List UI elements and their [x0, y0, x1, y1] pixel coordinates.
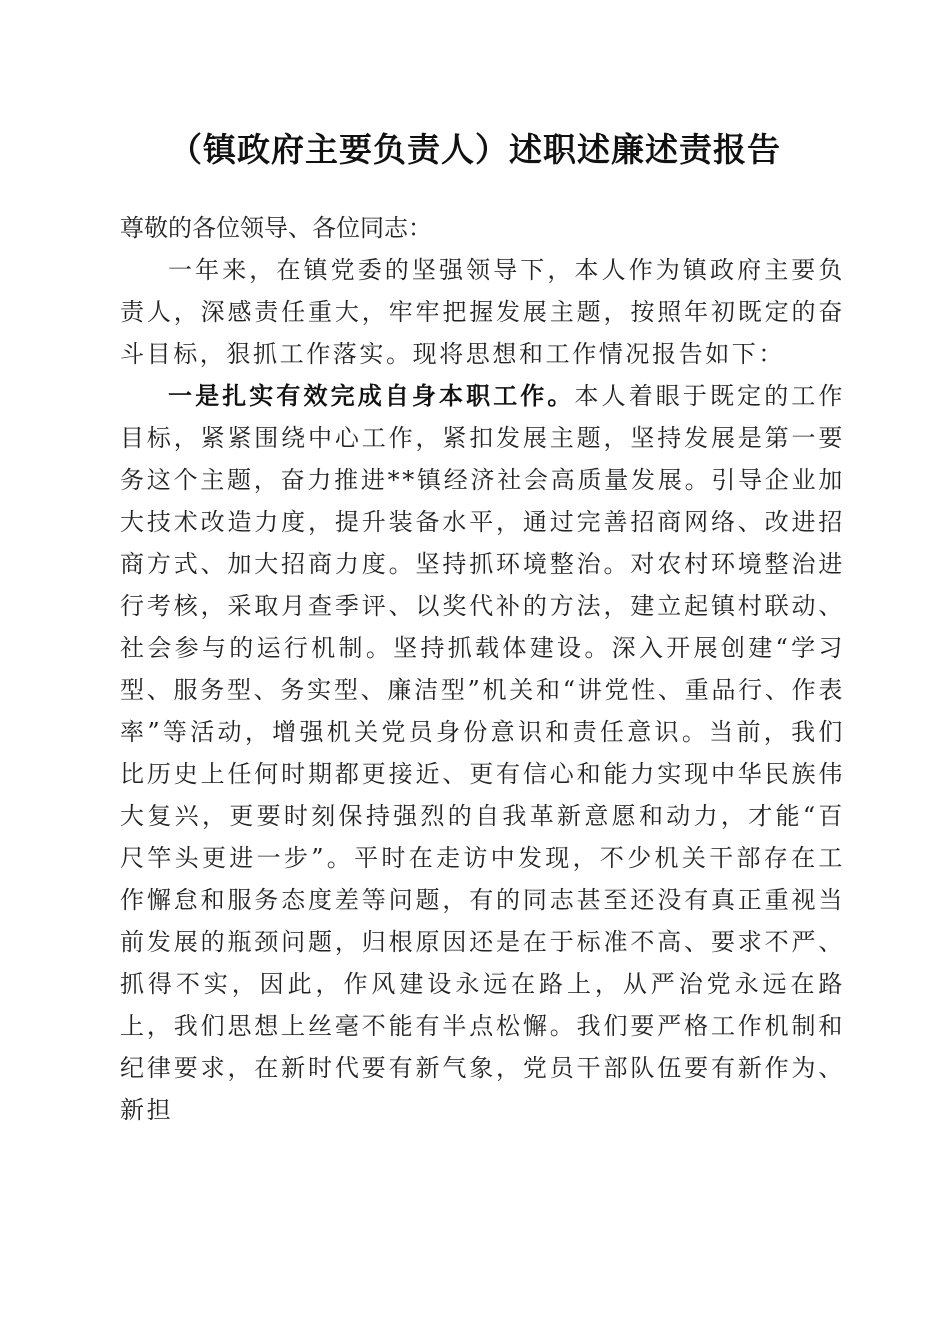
- section-one-paragraph: [120, 375, 845, 1131]
- salutation: 尊敬的各位领导、各位同志：: [120, 214, 432, 242]
- intro-paragraph: 一年来，在镇党委的坚强领导下，本人作为镇政府主要负责人，深感责任重大，牢牢把握发展主题，按照年初既定的奋斗目标，狠抓工作落实。现将思想和工作情况报告如下：: [120, 256, 845, 368]
- document-body: [120, 207, 845, 1131]
- document-title: （镇政府主要负责人）述职述廉述责报告: [169, 130, 781, 169]
- section-one-heading: 一是扎实有效完成自身本职工作。: [168, 381, 575, 410]
- section-one-body: 本人着眼于既定的工作目标，紧紧围绕中心工作，紧扣发展主题，坚持发展是第一要务这个主题，奋力推进**镇经济社会高质量发展。引导企业加大技术改造力度，提升装备水平，通过完善招商网络、改进招商方式、加大招商力度。坚持抓环境整治。对农村环境整治进行考核，采取月查季评、以奖代补的方法，建立起镇村联动、社会参与的运行机制。坚持抓载体建设。深入开展创建“学习型、服务型、务实型、廉洁型”机关和“讲党性、重品行、作表率”等活动，增强机关党员身份意识和责任意识。当前，我们比历史上任何时期都更接近、更有信心和能力实现中华民族伟大复兴，更要时刻保持强烈的自我革新意愿和动力，才能“百尺竿头更进一步”。平时在走访中发现，不少机关干部存在工作懈怠和服务态度差等问题，有的同志甚至还没有真正重视当前发展的瓶颈问题，归根原因还是在于标准不高、要求不严、抓得不实，因此，作风建设永远在路上，从严治党永远在路上，我们思想上丝毫不能有半点松懈。我们要严格工作机制和纪律要求，在新时代要有新气象，党员干部队伍要有新作为、新担: [120, 382, 845, 1124]
